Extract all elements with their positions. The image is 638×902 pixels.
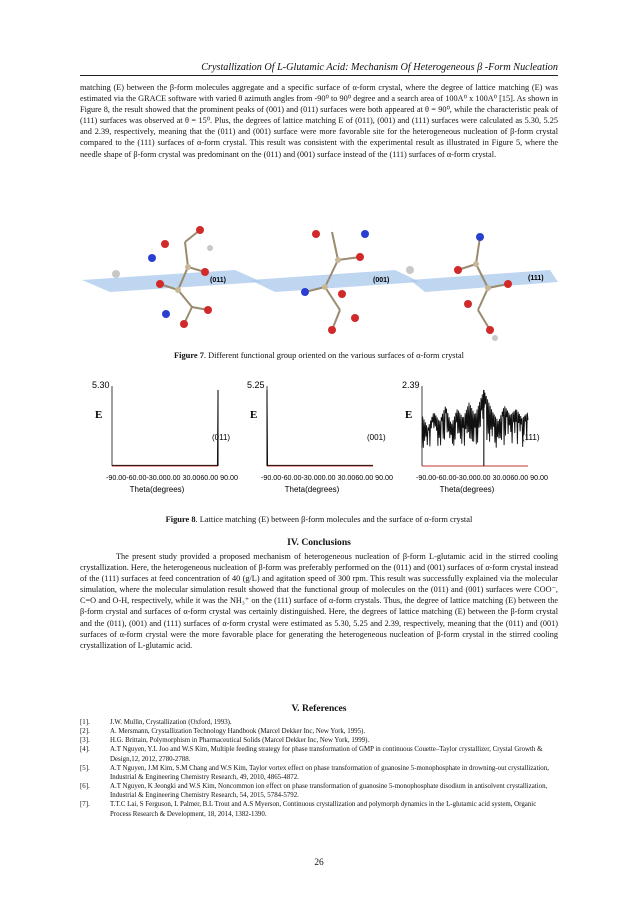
reference-text: A.T Nguyen, Y.L Joo and W.S Kim, Multiple feeding strategy for phase transformation of GMP in continuous Couette–Taylor crystallizer, Crystal Growth & Design,12, 2012, 2780-2788. bbox=[110, 746, 543, 763]
reference-number: [1]. bbox=[80, 719, 90, 726]
plane-label-111: (111) bbox=[528, 275, 544, 282]
reference-text: T.T.C Lai, S Ferguson, L Palmer, B.L Trout and A.S Myerson, Continuous crystallization and polymorph dynamics in the L-glutamic acid system, Organic Process Research & Development, 18, 2014, 1382-1390. bbox=[110, 801, 537, 818]
plane-label-011: (011) bbox=[210, 277, 226, 284]
y-axis-label: E bbox=[95, 409, 103, 421]
x-tick-labels: -90.00-60.00-30.000.00 30.0060.00 90.00 bbox=[261, 473, 393, 482]
data-series-line bbox=[267, 390, 373, 465]
reference-number: [6]. bbox=[80, 783, 90, 791]
reference-item bbox=[80, 745, 558, 763]
reference-number: [7]. bbox=[80, 801, 90, 809]
reference-number: [4]. bbox=[80, 746, 90, 754]
reference-number: [5]. bbox=[80, 764, 90, 772]
x-axis-label: Theta(degrees) bbox=[284, 485, 340, 494]
series-label: (001) bbox=[367, 433, 386, 442]
reference-item bbox=[80, 736, 558, 745]
references-list bbox=[80, 718, 558, 819]
reference-item bbox=[80, 764, 558, 782]
figure-7-illustration bbox=[80, 212, 558, 342]
peak-value-label: 2.39 bbox=[402, 380, 420, 390]
peak-value-label: 5.30 bbox=[92, 380, 110, 390]
y-axis-label: E bbox=[250, 409, 258, 421]
x-tick-labels: -90.00-60.00-30.000.00 30.0060.00 90.00 bbox=[106, 473, 238, 482]
x-axis-label: Theta(degrees) bbox=[129, 485, 185, 494]
series-label: (011) bbox=[212, 433, 231, 442]
figure-8-caption-text: . Lattice matching (E) between β-form molecules and the surface of α-form crystal bbox=[195, 515, 473, 524]
reference-text: A.T Nguyen, J.M Kim, S.M Chang and W.S Kim, Taylor vortex effect on phase transformation of guanosine 5-monophosphate in drowning-out crystallization, Industrial & Engineering Chemistry Research, 49, 2010, 4865-4872. bbox=[110, 764, 549, 781]
figure-8-caption-prefix: Figure 8 bbox=[165, 515, 196, 524]
reference-item bbox=[80, 800, 558, 818]
plane-label-001: (001) bbox=[373, 277, 390, 284]
series-label: (111) bbox=[522, 433, 540, 442]
figure-7 bbox=[80, 212, 558, 342]
reference-number: [3]. bbox=[80, 737, 90, 745]
data-series-line bbox=[422, 390, 528, 448]
reference-text: A. Mersmann, Crystallization Technology Handbook (Marcel Dekker Inc, New York, 1995). bbox=[110, 728, 366, 736]
intro-paragraph: matching (E) between the β-form molecules aggregate and a specific surface of α-form crystal, where the degree of lattice matching (E) was estimated via the GRACE software with varied θ azimuth angles from -90⁰ to 90⁰ degree and a search area of 100A⁰ x 100A⁰ [15]. As shown in Figure 8, the result showed that the prominent peaks of (001) and (011) surfaces were both appeared at θ = 90⁰, while the characteristic peak of (111) surfaces was observed at θ = 15⁰. Plus, the degrees of lattice matching E of (011), (001) and (111) surfaces were calculated as 5.30, 5.25 and 2.39, respectively, meaning that the (011) and (001) surface were more favorable site for the heterogeneous nucleation of β-form crystal compared to the (111) surfaces of α-form crystal. This result was consistent with the experimental result as illustrated in Figure 5, where the needle shape of β-form crystal was predominant on the (011) and (001) surface instead of the (111) surfaces of α-form crystal. bbox=[80, 83, 558, 159]
references-heading: V. References bbox=[291, 703, 347, 714]
y-axis-label: E bbox=[405, 409, 413, 421]
figure-8-caption bbox=[80, 515, 558, 524]
x-axis-label: Theta(degrees) bbox=[439, 485, 495, 494]
page-number: 26 bbox=[314, 858, 324, 868]
peak-value-label: 5.25 bbox=[247, 380, 265, 390]
figure-8-charts bbox=[90, 378, 550, 508]
figure-7-caption-text: . Different functional group oriented on the various surfaces of α-form crystal bbox=[203, 351, 464, 360]
reference-item bbox=[80, 718, 558, 727]
reference-text: J.W. Mullin, Crystallization (Oxford, 1993). bbox=[110, 719, 232, 726]
surface-plane-001 bbox=[250, 270, 420, 292]
data-series-line bbox=[112, 390, 218, 465]
figure-7-caption-prefix: Figure 7 bbox=[174, 351, 204, 360]
conclusions-paragraph: The present study provided a proposed mechanism of heterogeneous nucleation of β-form L-glutamic acid in the stirred cooling crystallization. Here, the heterogeneous nucleation of β-form was preferably performed on the (011) and (001) surfaces of α-form crystal instead of the (111) surfaces at feed concentration of 40 (g/L) and agitation speed of 300 rpm. This result was successfully explained via the molecular simulation, where the molecular simulation result showed that the functional group of molecules on the (011) and (001) surfaces were COO⁻, C=O and O-H, respectively, while it was the NH₃⁺ on the (111) surface of α-form crystals. Thus, the degree of lattice matching (E) between the β-form crystal and surfaces of α-form crystal was certainly distinguished. Here, the degrees of lattice matching (E) between the β-form crystal and the (011), (001) and (111) surfaces of α-form crystal were estimated as 5.30, 5.25 and 2.39, respectively, meaning that the (011) and (001) surfaces of α-form crystal were the more favorable place for generating the heterogeneous nucleation of β-form crystal in the stirred cooling crystallization of L-glutamic acid. bbox=[80, 552, 558, 650]
running-header: Crystallization Of L-Glutamic Acid: Mechanism Of Heterogeneous β -Form Nucleation bbox=[80, 62, 558, 76]
reference-item bbox=[80, 782, 558, 800]
figure-7-caption bbox=[80, 351, 558, 360]
x-tick-labels: -90.00-60.00-30.000.00 30.0060.00 90.00 bbox=[416, 473, 548, 482]
conclusions-heading: IV. Conclusions bbox=[287, 537, 351, 548]
reference-text: H.G. Brittain, Polymorphism in Pharmaceutical Solids (Marcel Dekker Inc, New York, 1999). bbox=[110, 737, 370, 745]
figure-8 bbox=[90, 378, 550, 508]
reference-number: [2]. bbox=[80, 728, 90, 736]
reference-text: A.T Nguyen, K Jeongki and W.S Kim, Noncommon ion effect on phase transformation of guanosine 5-monophosphate disodium in antisolvent crystallization, Industrial & Engineering Chemistry Research, 54, 2015, 5784-5792. bbox=[110, 783, 548, 800]
reference-item bbox=[80, 727, 558, 736]
